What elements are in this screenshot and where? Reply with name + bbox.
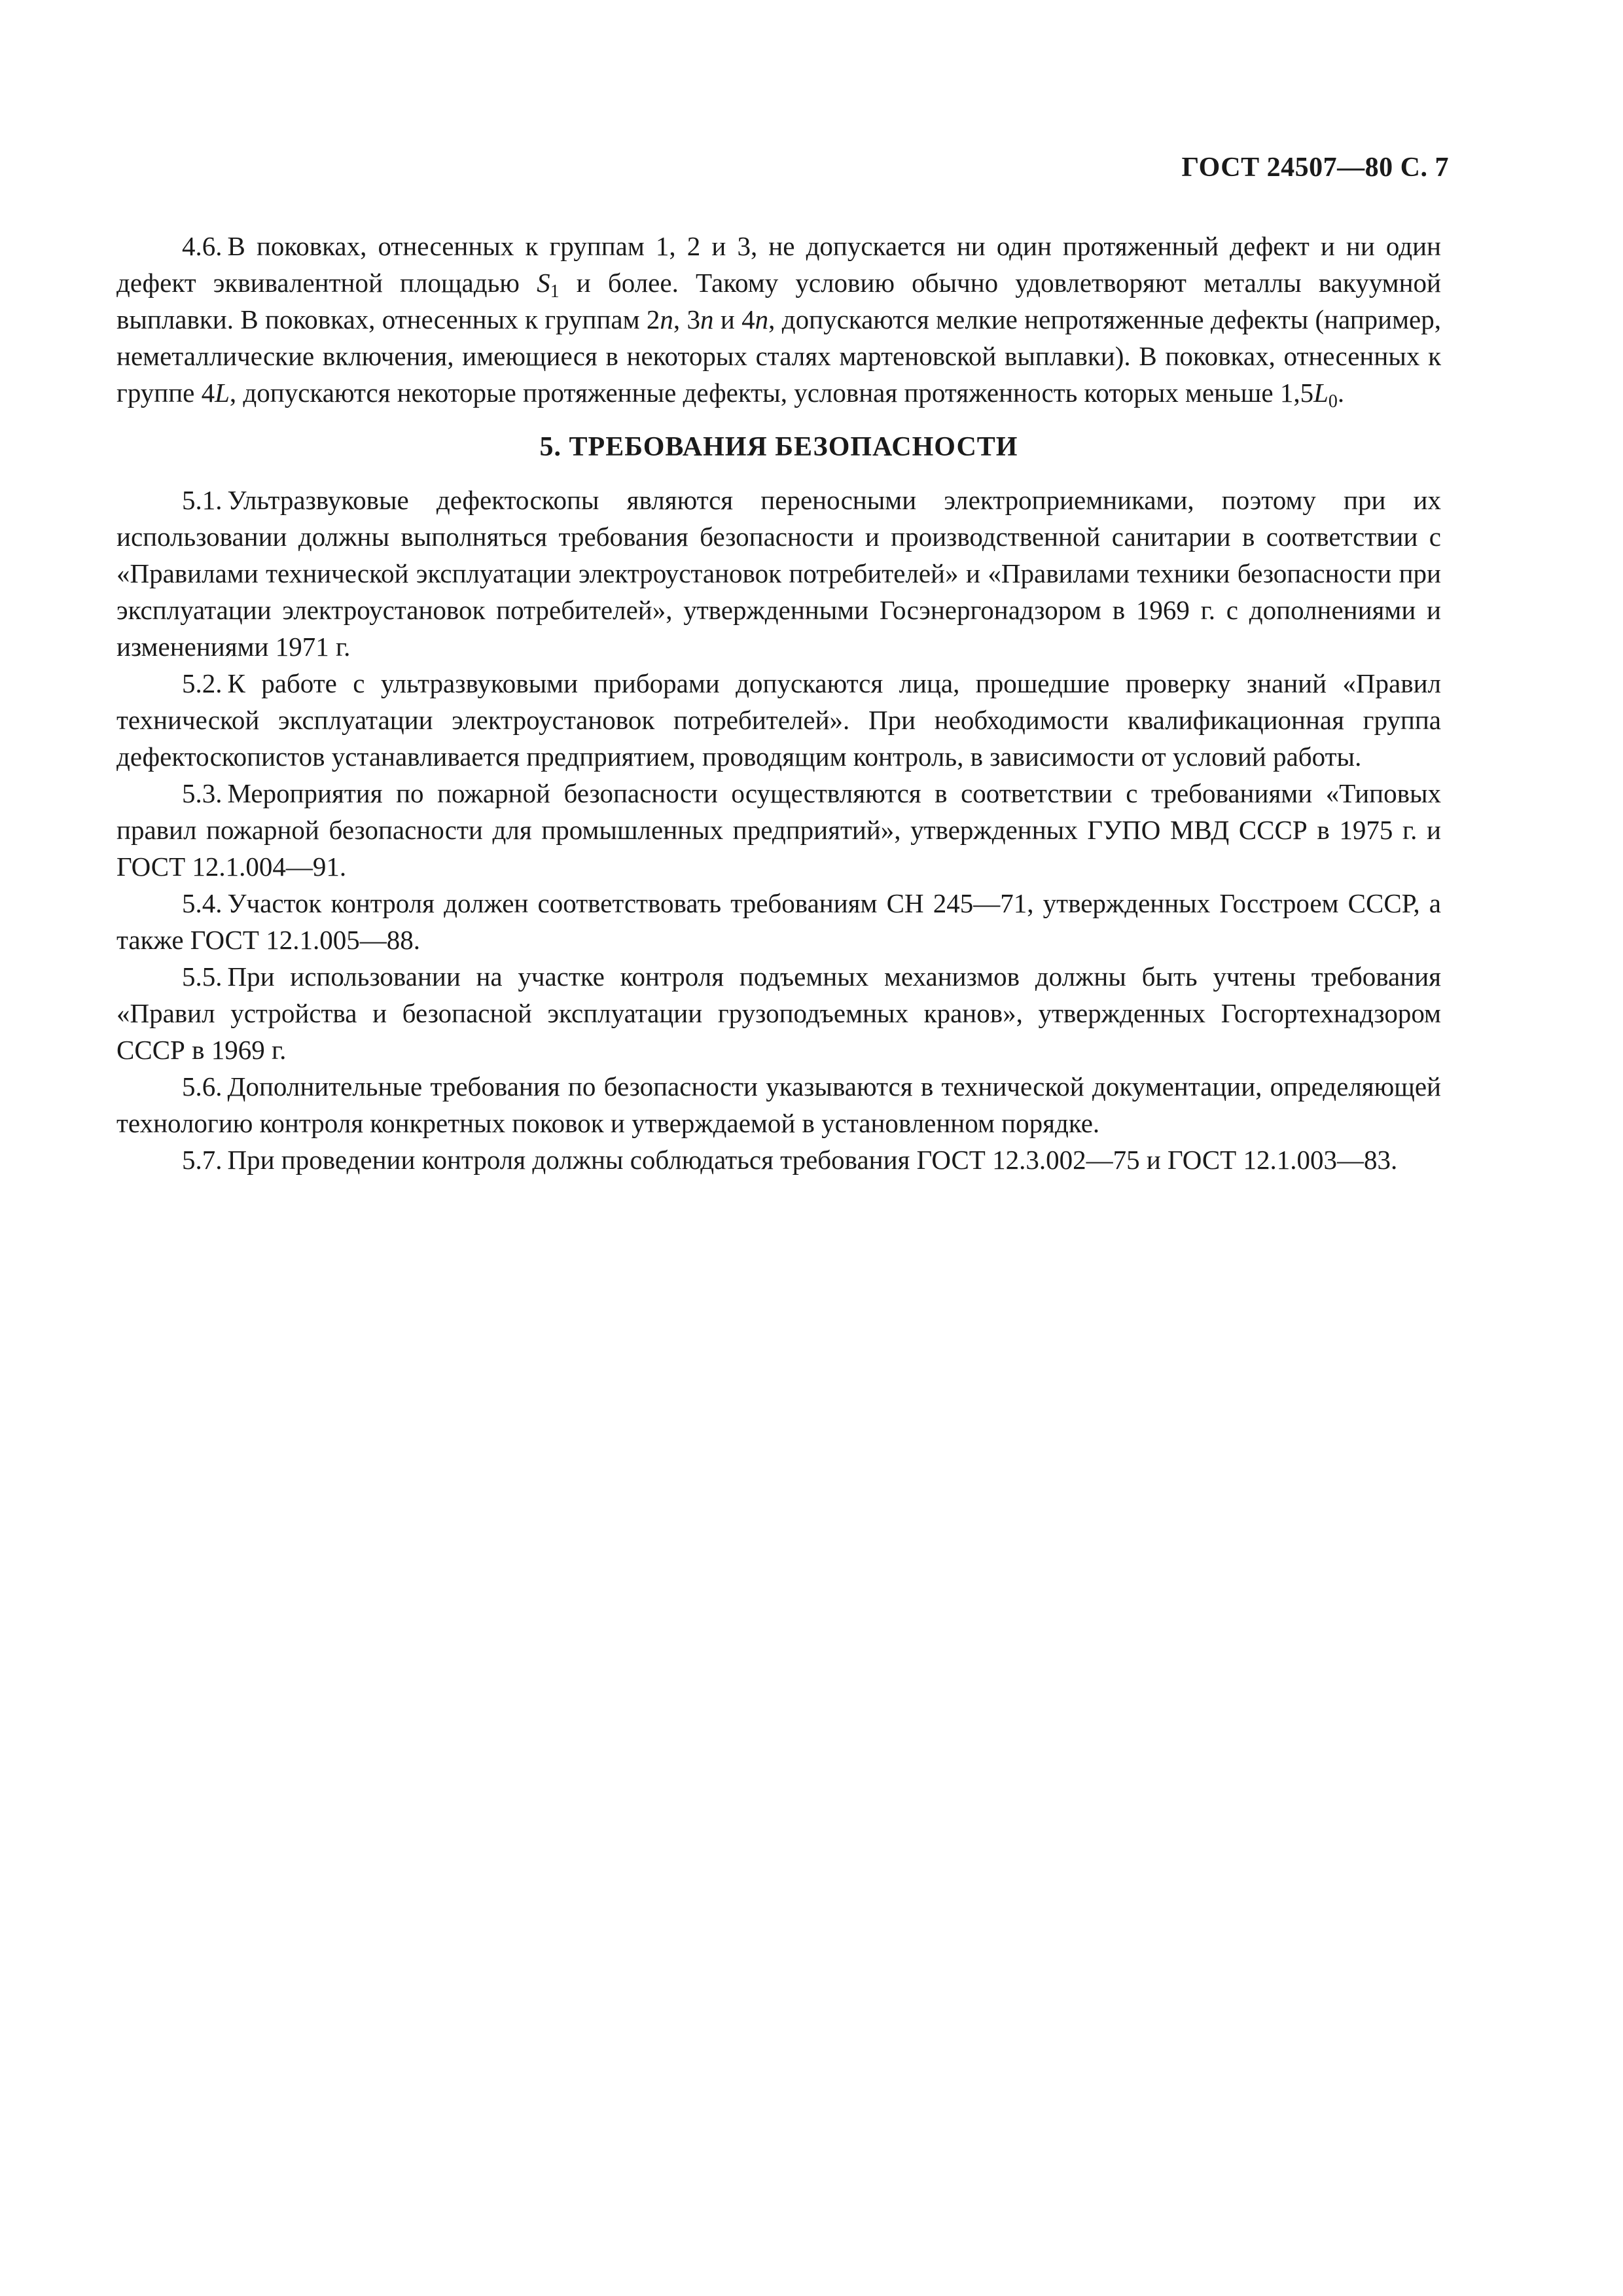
subscript-s: 1 [550, 281, 560, 302]
clause-5-7 [116, 1141, 1441, 1178]
clause-number: 4.6. [182, 231, 223, 261]
clause-text: и более. Такому условию обычно удовлетворяют металлы вакуумной выплавки. В поковках, отнесенных к группам 2 [116, 268, 1441, 334]
clause-5-5 [116, 958, 1441, 1068]
clause-text: , 3 [673, 304, 701, 334]
clause-text: При проведении контроля должны соблюдаться требования ГОСТ 12.3.002—75 и ГОСТ 12.1.003—83. [227, 1145, 1398, 1175]
document-body [116, 228, 1441, 1178]
clause-5-3 [116, 775, 1441, 885]
clause-text: В поковках, отнесенных к группам 1, 2 и 3, не допускается ни один протяженный дефект и ни один дефект эквивалентной площадью [116, 231, 1441, 298]
clause-text: . [1337, 378, 1345, 408]
clause-number: 5.6. [182, 1071, 223, 1102]
clause-text: , допускаются некоторые протяженные дефекты, условная протяженность которых меньше 1,5 [229, 378, 1314, 408]
clause-4-6 [116, 228, 1441, 411]
symbol-n: n [755, 304, 769, 334]
clause-text: и 4 [713, 304, 755, 334]
clause-5-2 [116, 665, 1441, 775]
symbol-n: n [700, 304, 714, 334]
clause-text: Ультразвуковые дефектоскопы являются переносными электроприемниками, поэтому при их использовании должны выполняться требования безопасности и производственной санитарии в соответствии с «Правилами технической эксплуатации электроустановок потребителей» и «Правилами техники безопасности при эксплуатации электроустановок потребителей», утвержденными Госэнергонадзором в 1969 г. с дополнениями и изменениями 1971 г. [116, 485, 1441, 662]
symbol-l: L [215, 378, 230, 408]
clause-number: 5.4. [182, 888, 223, 918]
clause-text: Дополнительные требования по безопасности указываются в технической документации, определяющей технологию контроля конкретных поковок и утверждаемой в установленном порядке. [116, 1071, 1441, 1138]
clause-text: Мероприятия по пожарной безопасности осуществляются в соответствии с требованиями «Типовых правил пожарной безопасности для промышленных предприятий», утвержденных ГУПО МВД СССР в 1975 г. и ГОСТ 12.1.004—91. [116, 778, 1441, 882]
clause-5-6 [116, 1068, 1441, 1141]
clause-number: 5.5. [182, 961, 223, 992]
clause-text: К работе с ультразвуковыми приборами допускаются лица, прошедшие проверку знаний «Правил технической эксплуатации электроустановок потребителей». При необходимости квалификационная группа дефектоскопистов устанавливается предприятием, проводящим контроль, в зависимости от условий работы. [116, 668, 1441, 772]
running-header: ГОСТ 24507—80 С. 7 [1181, 152, 1449, 183]
clause-number: 5.2. [182, 668, 223, 698]
section-heading: 5. ТРЕБОВАНИЯ БЕЗОПАСНОСТИ [539, 432, 1018, 462]
clause-text: Участок контроля должен соответствовать требованиям СН 245—71, утвержденных Госстроем СССР, а также ГОСТ 12.1.005—88. [116, 888, 1441, 955]
symbol-l0: L [1313, 378, 1329, 408]
clause-5-4 [116, 885, 1441, 958]
clause-text: При использовании на участке контроля подъемных механизмов должны быть учтены требования «Правил устройства и безопасной эксплуатации грузоподъемных кранов», утвержденных Госгортехнадзором СССР в 1969 г. [116, 961, 1441, 1065]
clause-number: 5.7. [182, 1145, 223, 1175]
symbol-s: S [537, 268, 550, 298]
clause-number: 5.3. [182, 778, 223, 808]
clause-5-1 [116, 482, 1441, 665]
symbol-n: n [660, 304, 673, 334]
clause-number: 5.1. [182, 485, 223, 515]
clause-text: , допускаются мелкие непротяженные дефекты (например, неметаллические включения, имеющиеся в некоторых сталях мартеновской выплавки). В поковках, отнесенных к группе 4 [116, 304, 1441, 408]
subscript-l0: 0 [1328, 391, 1338, 412]
